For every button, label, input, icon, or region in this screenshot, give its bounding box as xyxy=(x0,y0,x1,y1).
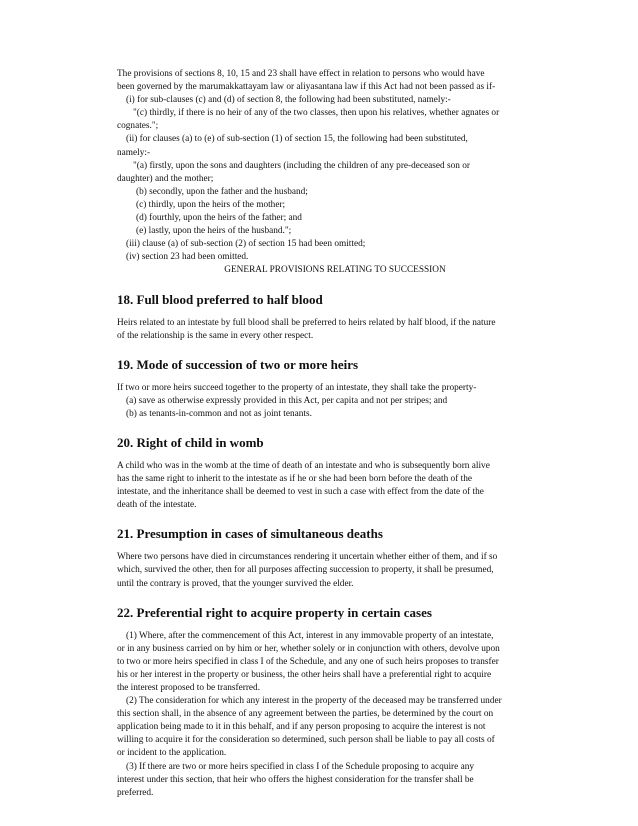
section-line: If two or more heirs succeed together to the property of an intestate, they shall take the property- xyxy=(117,382,477,393)
section-line: his or her interest in the property or business, the other heirs shall have a preferential right to acquire xyxy=(117,669,492,680)
section-22 xyxy=(117,605,525,800)
section-line: (2) The consideration for which any interest in the property of the deceased may be transferred under xyxy=(126,696,502,707)
section-line: (3) If there are two or more heirs specified in class I of the Schedule proposing to acquire any xyxy=(126,761,474,772)
section-line: application being made to it in this behalf, and if any person proposing to acquire the interest is not xyxy=(117,722,486,733)
section-line: or in any business carried on by him or her, whether solely or in conjunction with others, devolve upon xyxy=(117,643,500,654)
section-line: death of the intestate. xyxy=(117,500,197,511)
section-line: (b) as tenants-in-common and not as joint tenants. xyxy=(126,408,312,419)
section-line: willing to acquire it for the consideration so determined, such person shall be liable to pay all costs of xyxy=(117,735,495,746)
section-line: Heirs related to an intestate by full blood shall be preferred to heirs related by half blood, if the nature xyxy=(117,317,496,328)
intro-line: (d) fourthly, upon the heirs of the father; and xyxy=(136,213,302,224)
section-heading: 21. Presumption in cases of simultaneous deaths xyxy=(117,526,383,542)
section-heading: 18. Full blood preferred to half blood xyxy=(117,291,323,307)
section-line: to two or more heirs specified in class I of the Schedule, and any one of such heirs proposes to transfer xyxy=(117,656,499,667)
intro-line: (iv) section 23 had been omitted. xyxy=(126,252,249,263)
section-line: (a) save as otherwise expressly provided in this Act, per capita and not per stripes; and xyxy=(126,395,448,406)
intro-line: (b) secondly, upon the father and the husband; xyxy=(136,186,308,197)
section-line: A child who was in the womb at the time of death of an intestate and who is subsequently born alive xyxy=(117,460,490,471)
intro-line: daughter) and the mother; xyxy=(117,173,214,184)
intro-line: (e) lastly, upon the heirs of the husband."; xyxy=(136,226,292,237)
section-line: preferred. xyxy=(117,787,154,798)
intro-line: "(c) thirdly, if there is no heir of any of the two classes, then upon his relatives, whether agnates or xyxy=(133,108,500,119)
section-heading: 22. Preferential right to acquire property in certain cases xyxy=(117,604,432,620)
section-heading: 19. Mode of succession of two or more heirs xyxy=(117,356,359,372)
intro-line: (ii) for clauses (a) to (e) of sub-section (1) of section 15, the following had been substituted, xyxy=(126,134,468,145)
intro-line: (iii) clause (a) of sub-section (2) of section 15 had been omitted; xyxy=(126,239,366,250)
section-heading: 20. Right of child in womb xyxy=(117,434,264,450)
section-19 xyxy=(117,357,525,421)
intro-block xyxy=(117,68,525,278)
document-page xyxy=(117,68,525,800)
section-line: Where two persons have died in circumstances rendering it uncertain whether either of them, and if so xyxy=(117,552,498,563)
section-line: of the relationship is the same in every other respect. xyxy=(117,330,314,341)
section-18 xyxy=(117,292,525,343)
section-line: has the same right to inherit to the intestate as if he or she had been born before the death of the xyxy=(117,474,472,485)
section-line: (1) Where, after the commencement of this Act, interest in any immovable property of an intestate, xyxy=(126,630,494,641)
intro-line: "(a) firstly, upon the sons and daughters (including the children of any pre-deceased son or xyxy=(133,160,471,171)
section-line: interest under this section, that heir who offers the highest consideration for the transfer shall be xyxy=(117,774,474,785)
chapter-subheading: GENERAL PROVISIONS RELATING TO SUCCESSION xyxy=(224,265,446,276)
section-line: which, survived the other, then for all purposes affecting succession to property, it shall be presumed, xyxy=(117,565,494,576)
section-line: until the contrary is proved, that the younger survived the elder. xyxy=(117,578,354,589)
section-20 xyxy=(117,435,525,512)
intro-line: (c) thirdly, upon the heirs of the mother; xyxy=(136,199,286,210)
intro-line: The provisions of sections 8, 10, 15 and 23 shall have effect in relation to persons who would have xyxy=(117,69,485,79)
intro-line: been governed by the marumakkattayam law or aliyasantana law if this Act had not been passed as if- xyxy=(117,82,496,93)
intro-line: cognates."; xyxy=(117,121,159,132)
intro-line: namely:- xyxy=(117,147,151,158)
section-21 xyxy=(117,526,525,590)
section-line: intestate, and the inheritance shall be deemed to vest in such a case with effect from the date of the xyxy=(117,487,484,498)
section-line: this section shall, in the absence of any agreement between the parties, be determined by the court on xyxy=(117,709,494,720)
intro-line: (i) for sub-clauses (c) and (d) of section 8, the following had been substituted, namely:- xyxy=(126,95,451,106)
section-line: the interest proposed to be transferred. xyxy=(117,683,261,693)
section-line: or incident to the application. xyxy=(117,748,227,759)
